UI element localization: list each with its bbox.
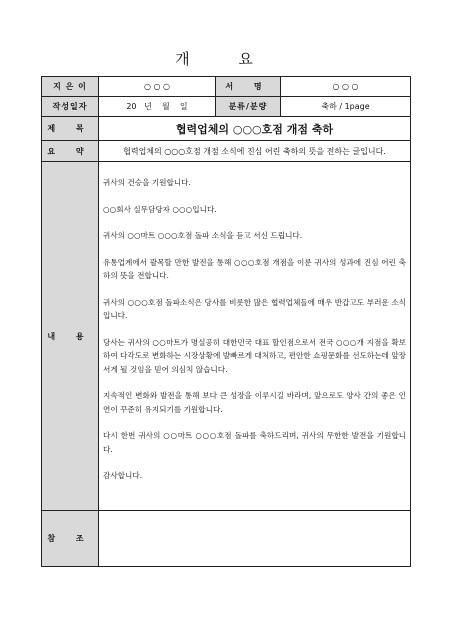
- subject-row: [42, 117, 411, 141]
- content-paragraph: 당사는 귀사의 ○○마트가 명실공히 대한민국 대표 할인점으로서 전국 ○○○개 지점을 확보하여 다각도로 변화하는 시장상황에 발빠르게 대처하고, 편안한 쇼핑문화를 선도하는데 앞장서게 될 것임을 믿어 의심치 않습니다.: [103, 337, 406, 374]
- date-value[interactable]: 20 년 월 일: [99, 97, 216, 117]
- content-body[interactable]: [99, 162, 411, 511]
- content-paragraph: 유통업계에서 괄목할 만한 발전을 통해 ○○○호점 개점을 이룬 귀사의 성과에 진심 어린 축하의 뜻을 전합니다.: [103, 257, 406, 281]
- signature-label: 서 명: [216, 77, 281, 97]
- content-paragraph: 다시 한번 귀사의 ○○마트 ○○○호점 돌파를 축하드리며, 귀사의 무한한 발전을 기원합니다.: [103, 431, 406, 454]
- summary-label: 요 약: [42, 141, 99, 162]
- content-row: [42, 162, 411, 511]
- summary-value[interactable]: 협력업체의 ○○○호점 개점 소식에 진심 어린 축하의 뜻을 전하는 글입니다.: [99, 141, 411, 162]
- overview-form: [41, 76, 411, 567]
- content-paragraph: 귀사의 건승을 기원합니다.: [103, 178, 191, 188]
- content-paragraph: ○○회사 실무담당자 ○○○입니다.: [103, 204, 217, 214]
- content-paragraph: 귀사의 ○○마트 ○○○호점 돌파 소식을 듣고 서신 드립니다.: [103, 231, 303, 241]
- category-value[interactable]: 축하 / 1page: [281, 97, 411, 117]
- content-label: 내 용: [42, 162, 99, 511]
- reference-label: 참 조: [42, 511, 99, 567]
- reference-row: [42, 511, 411, 567]
- author-row: [42, 77, 411, 97]
- author-value[interactable]: ○ ○ ○: [99, 77, 216, 97]
- date-row: [42, 97, 411, 117]
- content-paragraph: 지속적인 변화와 발전을 통해 보다 큰 성장을 이루시길 바라며, 앞으로도 양사 간의 좋은 인연이 꾸준히 유지되기를 기원합니다.: [103, 391, 406, 414]
- document-title: 개 요: [175, 50, 275, 68]
- content-paragraph: 감사합니다.: [103, 471, 143, 481]
- reference-value[interactable]: [99, 511, 411, 567]
- subject-value[interactable]: 협력업체의 ○○○호점 개점 축하: [99, 117, 411, 141]
- signature-value[interactable]: ○ ○ ○: [281, 77, 411, 97]
- date-label: 작성일자: [42, 97, 99, 117]
- content-paragraph: 귀사의 ○○○호점 돌파소식은 당사를 비롯한 많은 협력업체들에 매우 반갑고도 부러운 소식입니다.: [103, 297, 406, 321]
- author-label: 지 은 이: [42, 77, 99, 97]
- subject-label: 제 목: [42, 117, 99, 141]
- category-label: 분류/분량: [216, 97, 281, 117]
- summary-row: [42, 141, 411, 162]
